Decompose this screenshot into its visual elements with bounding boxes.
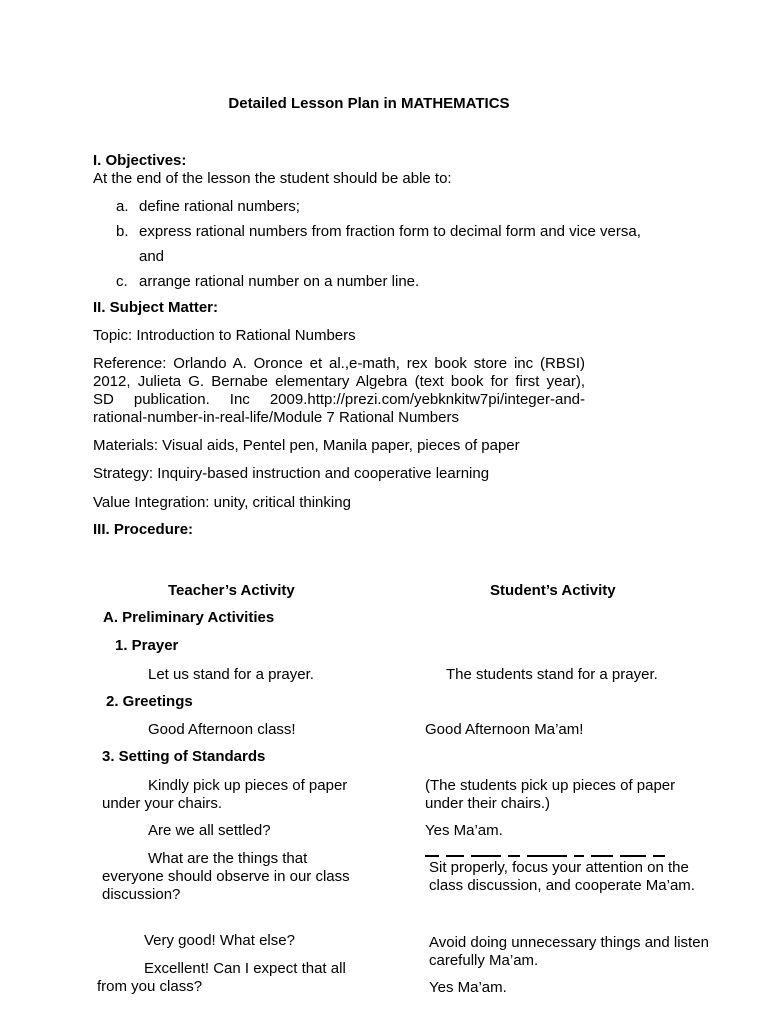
- standards-teacher-line-5: [97, 960, 346, 996]
- teacher-line: everyone should observe in our class: [102, 868, 350, 885]
- student-line: Sit properly, focus your attention on the: [429, 859, 689, 876]
- teacher-line: discussion?: [102, 886, 181, 903]
- objective-marker-b: b.: [116, 223, 129, 240]
- objective-item-b-continuation: and: [139, 248, 165, 265]
- teacher-line: Excellent! Can I expect that all: [144, 960, 346, 977]
- topic-line: Topic: Introduction to Rational Numbers: [93, 327, 356, 344]
- strategy-line: Strategy: Inquiry-based instruction and cooperative learning: [93, 465, 490, 482]
- procedure-heading: III. Procedure:: [93, 521, 194, 538]
- objectives-intro: At the end of the lesson the student should be able to:: [93, 170, 452, 187]
- standards-teacher-line-4: Very good! What else?: [144, 932, 295, 949]
- objective-item-b: express rational numbers from fraction form to decimal form and vice versa,: [139, 223, 641, 240]
- reference-line: rational-number-in-real-life/Module 7 Rational Numbers: [93, 409, 459, 426]
- setting-standards-heading: 3. Setting of Standards: [102, 748, 266, 765]
- subject-matter-heading: II. Subject Matter:: [93, 299, 219, 316]
- objective-marker-a: a.: [116, 198, 129, 215]
- reference-paragraph: [93, 355, 585, 427]
- teacher-line: Kindly pick up pieces of paper: [148, 777, 348, 794]
- reference-line: Reference: Orlando A. Oronce et al.,e-math, rex book store inc (RBSI): [93, 355, 585, 372]
- value-integration-line: Value Integration: unity, critical thinking: [93, 494, 351, 511]
- prayer-heading: 1. Prayer: [115, 637, 179, 654]
- standards-student-line-2: Yes Ma’am.: [425, 822, 503, 839]
- standards-student-line-1: [425, 777, 675, 813]
- objectives-heading: I. Objectives:: [93, 152, 187, 169]
- student-line: class discussion, and cooperate Ma’am.: [429, 877, 695, 894]
- standards-teacher-line-1: [102, 777, 347, 813]
- standards-teacher-line-3: [102, 850, 350, 904]
- reference-line: SD publication. Inc 2009.http://prezi.com/yebknkitw7pi/integer-and-: [93, 391, 585, 408]
- document-title: Detailed Lesson Plan in MATHEMATICS: [228, 95, 510, 112]
- objective-item-a: define rational numbers;: [139, 198, 300, 215]
- student-activity-header: Student’s Activity: [490, 582, 616, 599]
- prayer-teacher-text: Let us stand for a prayer.: [148, 666, 314, 683]
- reference-line: 2012, Julieta G. Bernabe elementary Algebra (text book for first year),: [93, 373, 585, 390]
- greetings-heading: 2. Greetings: [106, 693, 193, 710]
- standards-student-line-4: [429, 934, 709, 970]
- student-line: carefully Ma’am.: [429, 952, 539, 969]
- student-line: under their chairs.): [425, 795, 551, 812]
- teacher-line: under your chairs.: [102, 795, 223, 812]
- greetings-teacher-text: Good Afternoon class!: [148, 721, 296, 738]
- student-line: (The students pick up pieces of paper: [425, 777, 676, 794]
- standards-teacher-line-2: Are we all settled?: [148, 822, 271, 839]
- teacher-line: from you class?: [97, 978, 203, 995]
- greetings-student-text: Good Afternoon Ma’am!: [425, 721, 584, 738]
- teacher-activity-header: Teacher’s Activity: [168, 582, 295, 599]
- standards-student-line-5: Yes Ma’am.: [429, 979, 507, 996]
- student-line: Avoid doing unnecessary things and listen: [429, 934, 709, 951]
- objective-marker-c: c.: [116, 273, 128, 290]
- preliminary-activities-heading: A. Preliminary Activities: [103, 609, 275, 626]
- prayer-student-text: The students stand for a prayer.: [446, 666, 658, 683]
- teacher-line: What are the things that: [148, 850, 308, 867]
- objective-item-c: arrange rational number on a number line.: [139, 273, 420, 290]
- standards-student-line-3: [429, 859, 695, 895]
- materials-line: Materials: Visual aids, Pentel pen, Manila paper, pieces of paper: [93, 437, 520, 454]
